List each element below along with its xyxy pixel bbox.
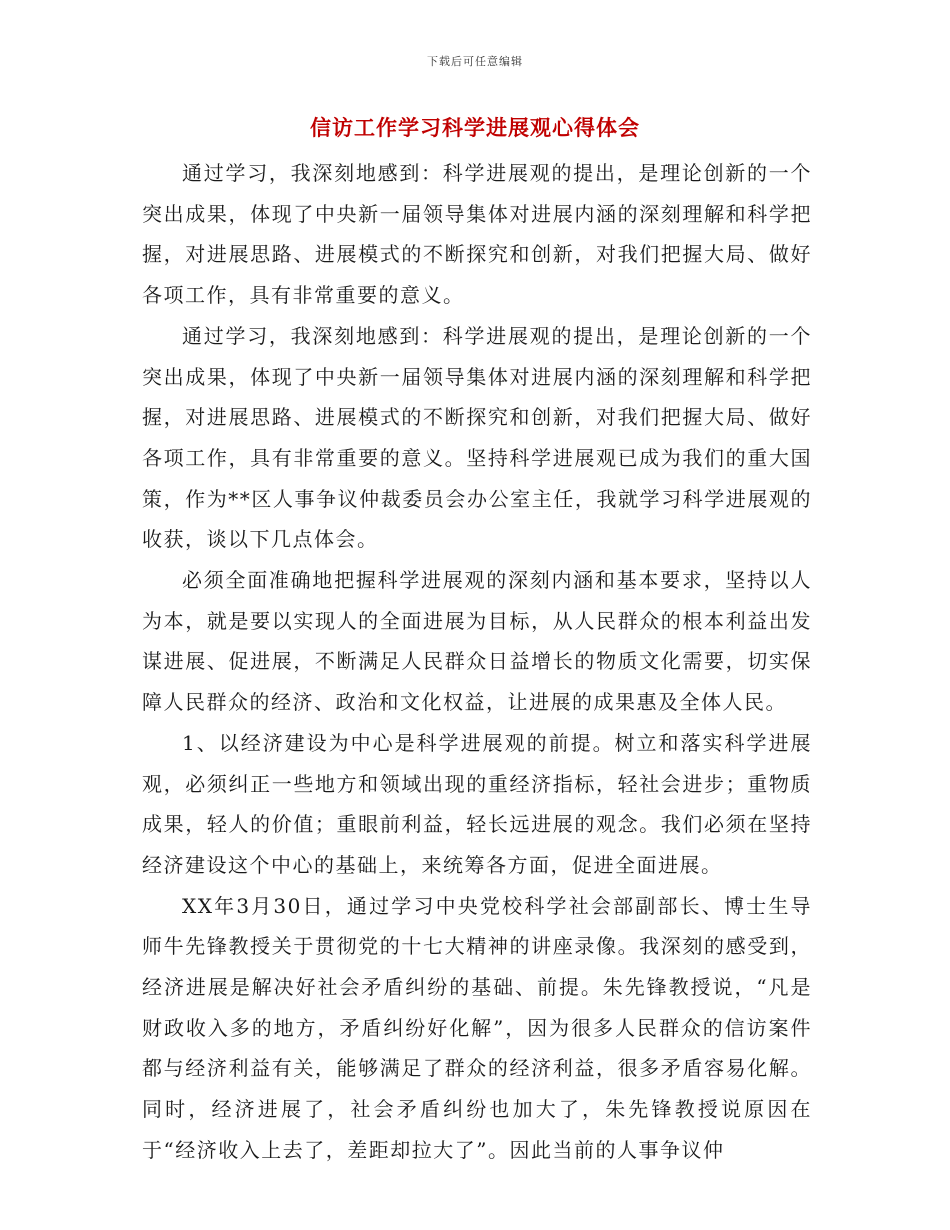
- paragraph-3: 必须全面准确地把握科学进展观的深刻内涵和基本要求，坚持以人为本，就是要以实现人的全面进展为目标，从人民群众的根本利益出发谋进展、促进展，不断满足人民群众日益增长的物质文化需要，切实保障人民群众的经济、政治和文化权益，让进展的成果惠及全体人民。: [142, 568, 812, 715]
- paragraph-4: 1、以经济建设为中心是科学进展观的前提。树立和落实科学进展观，必须纠正一些地方和领域出现的重经济指标，轻社会进步；重物质成果，轻人的价值；重眼前利益，轻长远进展的观念。我们必须在坚持经济建设这个中心的基础上，来统筹各方面，促进全面进展。: [142, 730, 812, 877]
- header-note: 下载后可任意编辑: [427, 55, 523, 68]
- document-body: [142, 153, 812, 1171]
- paragraph-2: 通过学习，我深刻地感到：科学进展观的提出，是理论创新的一个突出成果，体现了中央新一届领导集体对进展内涵的深刻理解和科学把握，对进展思路、进展模式的不断探究和创新，对我们把握大局、做好各项工作，具有非常重要的意义。坚持科学进展观已成为我们的重大国策，作为**区人事争议仲裁委员会办公室主任，我就学习科学进展观的收获，谈以下几点体会。: [142, 323, 812, 552]
- paragraph-1: 通过学习，我深刻地感到：科学进展观的提出，是理论创新的一个突出成果，体现了中央新一届领导集体对进展内涵的深刻理解和科学把握，对进展思路、进展模式的不断探究和创新，对我们把握大局、做好各项工作，具有非常重要的意义。: [142, 161, 812, 308]
- document-title: 信访工作学习科学进展观心得体会: [310, 115, 640, 140]
- paragraph-5: XX年3月30日，通过学习中央党校科学社会部副部长、博士生导师牛先锋教授关于贯彻党的十七大精神的讲座录像。我深刻的感受到，经济进展是解决好社会矛盾纠纷的基础、前提。朱先锋教授说，“凡是财政收入多的地方，矛盾纠纷好化解”，因为很多人民群众的信访案件都与经济利益有关，能够满足了群众的经济利益，很多矛盾容易化解。同时，经济进展了，社会矛盾纠纷也加大了，朱先锋教授说原因在于“经济收入上去了，差距却拉大了”。因此当前的人事争议仲: [142, 893, 812, 1162]
